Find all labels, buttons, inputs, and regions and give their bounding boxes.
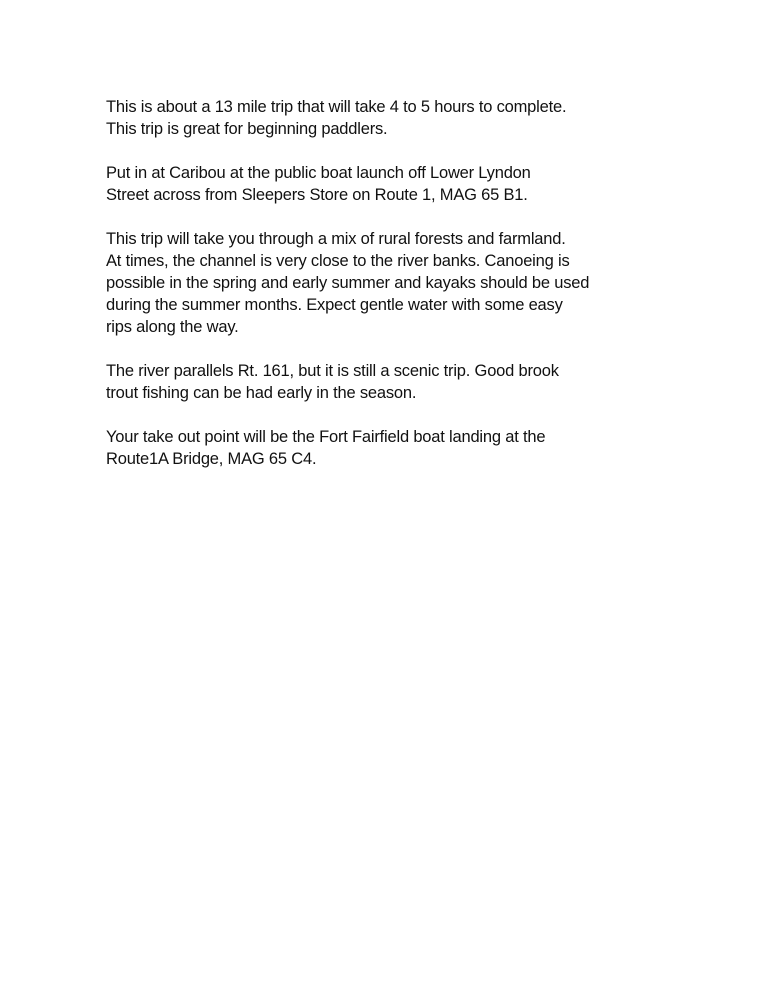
paragraph-trip-length bbox=[106, 96, 626, 140]
text-line: At times, the channel is very close to the river banks. Canoeing is bbox=[106, 252, 570, 270]
text-line: rips along the way. bbox=[106, 318, 239, 336]
paragraph-take-out bbox=[106, 426, 626, 470]
paragraph-scenic-fishing bbox=[106, 360, 626, 404]
document-body bbox=[106, 96, 626, 492]
text-line: trout fishing can be had early in the season. bbox=[106, 384, 417, 402]
paragraph-put-in bbox=[106, 162, 626, 206]
text-line: This trip is great for beginning paddlers. bbox=[106, 120, 388, 138]
text-line: Route1A Bridge, MAG 65 C4. bbox=[106, 450, 317, 468]
paragraph-trip-description bbox=[106, 228, 626, 338]
text-line: Put in at Caribou at the public boat launch off Lower Lyndon bbox=[106, 164, 531, 182]
text-line: Your take out point will be the Fort Fairfield boat landing at the bbox=[106, 428, 546, 446]
text-line: The river parallels Rt. 161, but it is still a scenic trip. Good brook bbox=[106, 362, 559, 380]
text-line: possible in the spring and early summer and kayaks should be used bbox=[106, 274, 590, 292]
text-line: during the summer months. Expect gentle water with some easy bbox=[106, 296, 563, 314]
text-line: This trip will take you through a mix of rural forests and farmland. bbox=[106, 230, 566, 248]
text-line: Street across from Sleepers Store on Route 1, MAG 65 B1. bbox=[106, 186, 528, 204]
text-line: This is about a 13 mile trip that will take 4 to 5 hours to complete. bbox=[106, 98, 567, 116]
